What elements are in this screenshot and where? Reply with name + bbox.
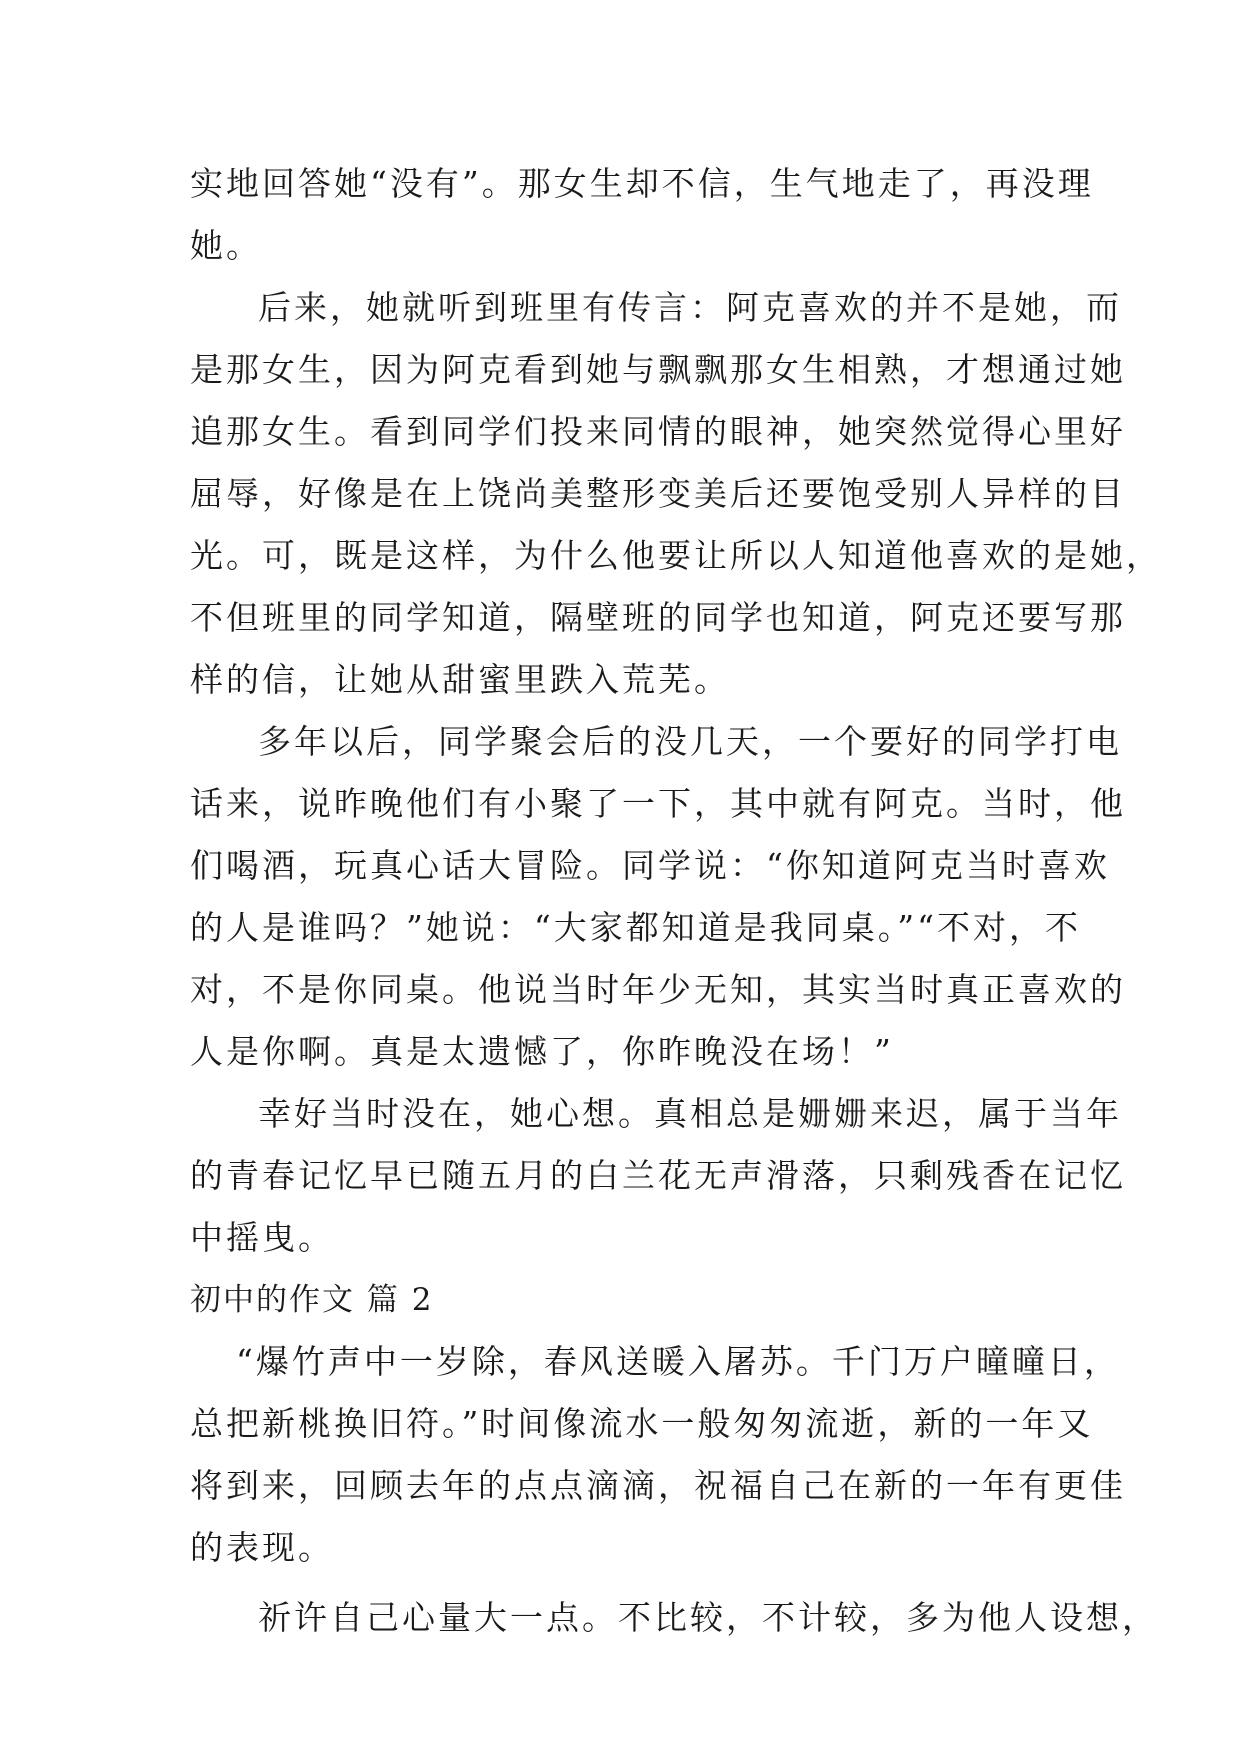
paragraph-first-line: “爆竹声中一岁除，春风送暖入屠苏。千门万户曈曈日， xyxy=(236,1342,1120,1381)
paragraph-first-line: 幸好当时没在，她心想。真相总是姗姗来迟，属于当年 xyxy=(258,1094,1122,1133)
paragraph-line: 她。 xyxy=(190,226,262,265)
paragraph-line: 追那女生。看到同学们投来同情的眼神，她突然觉得心里好 xyxy=(190,412,1126,451)
section-heading: 初中的作文 篇 2 xyxy=(190,1282,434,1318)
document-body xyxy=(190,153,1162,1649)
paragraph-line: 实地回答她“没有”。那女生却不信，生气地走了，再没理 xyxy=(190,164,1094,203)
paragraph-line: 总把新桃换旧符。”时间像流水一般匆匆流逝，新的一年又 xyxy=(190,1404,1094,1443)
paragraph-line: 们喝酒，玩真心话大冒险。同学说：“你知道阿克当时喜欢 xyxy=(190,846,1110,885)
paragraph-line: 样的信，让她从甜蜜里跌入荒芜。 xyxy=(190,660,730,699)
paragraph-line: 是那女生，因为阿克看到她与飘飘那女生相熟，才想通过她 xyxy=(190,350,1126,389)
paragraph-line: 屈辱，好像是在上饶尚美整形变美后还要饱受别人异样的目 xyxy=(190,474,1126,513)
paragraph-line: 对，不是你同桌。他说当时年少无知，其实当时真正喜欢的 xyxy=(190,970,1126,1009)
paragraph-line: 人是你啊。真是太遗憾了，你昨晚没在场！” xyxy=(190,1032,894,1071)
paragraph-line: 将到来，回顾去年的点点滴滴，祝福自己在新的一年有更佳 xyxy=(190,1466,1126,1505)
paragraph-line: 中摇曳。 xyxy=(190,1218,334,1257)
paragraph-line: 的表现。 xyxy=(190,1528,334,1567)
paragraph-line: 的人是谁吗？”她说：“大家都知道是我同桌。”“不对，不 xyxy=(190,908,1081,947)
paragraph-line: 不但班里的同学知道，隔壁班的同学也知道，阿克还要写那 xyxy=(190,598,1126,637)
paragraph-first-line: 多年以后，同学聚会后的没几天，一个要好的同学打电 xyxy=(258,722,1122,761)
paragraph-line: 光。可，既是这样，为什么他要让所以人知道他喜欢的是她， xyxy=(190,536,1162,575)
paragraph-first-line: 后来，她就听到班里有传言：阿克喜欢的并不是她，而 xyxy=(258,288,1122,327)
paragraph-line: 话来，说昨晚他们有小聚了一下，其中就有阿克。当时，他 xyxy=(190,784,1126,823)
paragraph-line: 的青春记忆早已随五月的白兰花无声滑落，只剩残香在记忆 xyxy=(190,1156,1126,1195)
paragraph-first-line: 祈许自己心量大一点。不比较，不计较，多为他人设想， xyxy=(258,1598,1158,1637)
